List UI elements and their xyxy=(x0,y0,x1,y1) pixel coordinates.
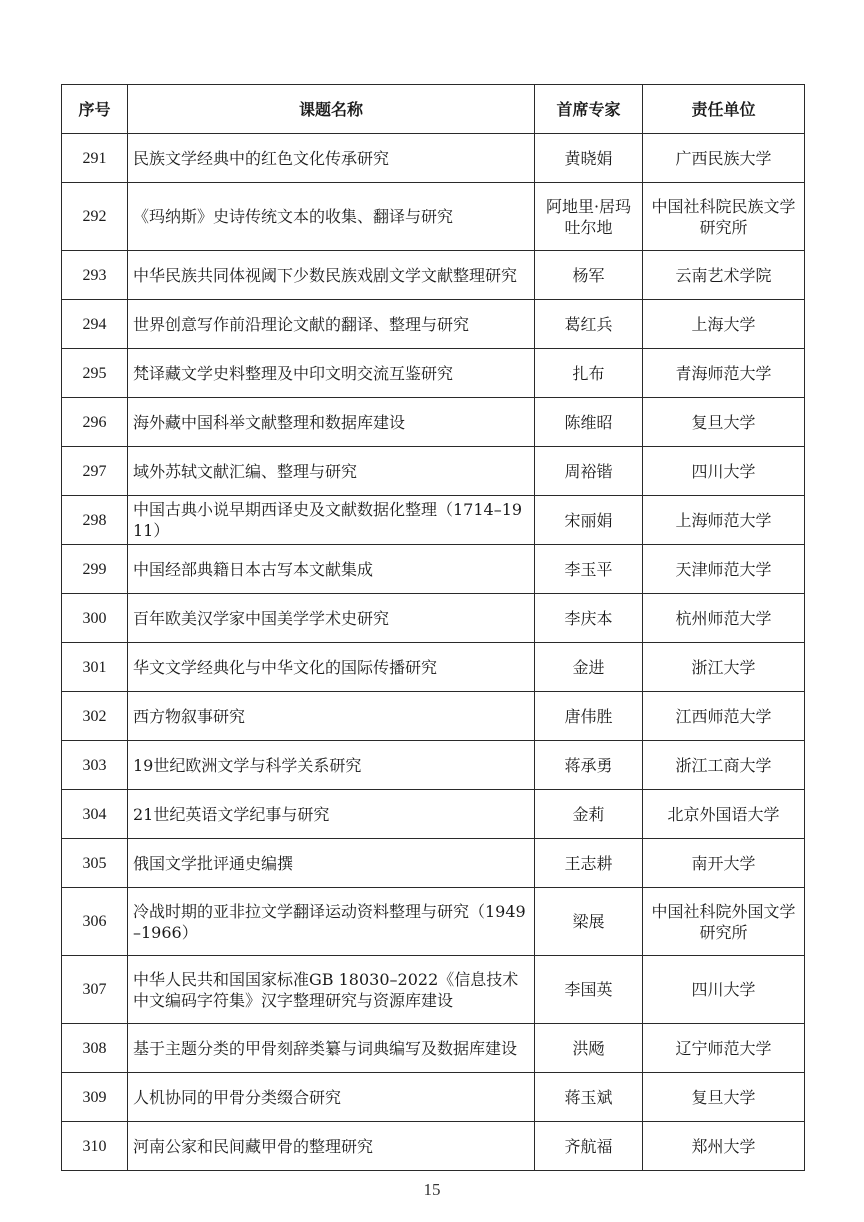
chief-expert-cell: 李玉平 xyxy=(535,545,643,594)
table-row xyxy=(62,741,805,790)
project-table xyxy=(61,84,805,1171)
table-row xyxy=(62,594,805,643)
chief-expert-cell: 齐航福 xyxy=(535,1122,643,1171)
table-row xyxy=(62,888,805,956)
chief-expert-cell: 李国英 xyxy=(535,956,643,1024)
project-title-cell: 中国古典小说早期西译史及文献数据化整理（1714–1911） xyxy=(128,496,535,545)
project-title-cell: 俄国文学批评通史编撰 xyxy=(128,839,535,888)
chief-expert-cell: 蒋玉斌 xyxy=(535,1073,643,1122)
table-header xyxy=(62,85,805,134)
serial-number-cell: 301 xyxy=(62,643,128,692)
responsible-unit-cell: 复旦大学 xyxy=(643,1073,805,1122)
chief-expert-cell: 梁展 xyxy=(535,888,643,956)
serial-number-cell: 309 xyxy=(62,1073,128,1122)
table-row xyxy=(62,839,805,888)
project-title-cell: 华文文学经典化与中华文化的国际传播研究 xyxy=(128,643,535,692)
serial-number-cell: 302 xyxy=(62,692,128,741)
chief-expert-cell: 杨军 xyxy=(535,251,643,300)
project-title-cell: 《玛纳斯》史诗传统文本的收集、翻译与研究 xyxy=(128,183,535,251)
serial-number-cell: 300 xyxy=(62,594,128,643)
responsible-unit-cell: 青海师范大学 xyxy=(643,349,805,398)
responsible-unit-cell: 浙江工商大学 xyxy=(643,741,805,790)
project-title-cell: 中华民族共同体视阈下少数民族戏剧文学文献整理研究 xyxy=(128,251,535,300)
header-row xyxy=(62,85,805,134)
chief-expert-cell: 蒋承勇 xyxy=(535,741,643,790)
chief-expert-cell: 金进 xyxy=(535,643,643,692)
serial-number-cell: 306 xyxy=(62,888,128,956)
project-title-cell: 19世纪欧洲文学与科学关系研究 xyxy=(128,741,535,790)
chief-expert-cell: 唐伟胜 xyxy=(535,692,643,741)
table-row xyxy=(62,447,805,496)
chief-expert-cell: 金莉 xyxy=(535,790,643,839)
chief-expert-cell: 洪飏 xyxy=(535,1024,643,1073)
project-title-cell: 中华人民共和国国家标准GB 18030–2022《信息技术中文编码字符集》汉字整理研究与资源库建设 xyxy=(128,956,535,1024)
project-title-cell: 西方物叙事研究 xyxy=(128,692,535,741)
responsible-unit-cell: 郑州大学 xyxy=(643,1122,805,1171)
responsible-unit-cell: 天津师范大学 xyxy=(643,545,805,594)
serial-number-cell: 304 xyxy=(62,790,128,839)
chief-expert-cell: 扎布 xyxy=(535,349,643,398)
table-body xyxy=(62,134,805,1171)
header-chief-expert: 首席专家 xyxy=(535,85,643,134)
project-title-cell: 百年欧美汉学家中国美学学术史研究 xyxy=(128,594,535,643)
serial-number-cell: 296 xyxy=(62,398,128,447)
table-row xyxy=(62,1073,805,1122)
table-row xyxy=(62,349,805,398)
header-serial-number: 序号 xyxy=(62,85,128,134)
serial-number-cell: 299 xyxy=(62,545,128,594)
responsible-unit-cell: 广西民族大学 xyxy=(643,134,805,183)
table-row xyxy=(62,183,805,251)
chief-expert-cell: 陈维昭 xyxy=(535,398,643,447)
header-project-title: 课题名称 xyxy=(128,85,535,134)
project-title-cell: 梵译藏文学史料整理及中印文明交流互鉴研究 xyxy=(128,349,535,398)
table-row xyxy=(62,134,805,183)
table-row xyxy=(62,251,805,300)
project-title-cell: 冷战时期的亚非拉文学翻译运动资料整理与研究（1949–1966） xyxy=(128,888,535,956)
chief-expert-cell: 周裕锴 xyxy=(535,447,643,496)
responsible-unit-cell: 四川大学 xyxy=(643,956,805,1024)
serial-number-cell: 308 xyxy=(62,1024,128,1073)
serial-number-cell: 307 xyxy=(62,956,128,1024)
serial-number-cell: 297 xyxy=(62,447,128,496)
header-responsible-unit: 责任单位 xyxy=(643,85,805,134)
project-title-cell: 中国经部典籍日本古写本文献集成 xyxy=(128,545,535,594)
table-row xyxy=(62,1024,805,1073)
chief-expert-cell: 王志耕 xyxy=(535,839,643,888)
responsible-unit-cell: 江西师范大学 xyxy=(643,692,805,741)
table-row xyxy=(62,398,805,447)
chief-expert-cell: 宋丽娟 xyxy=(535,496,643,545)
responsible-unit-cell: 杭州师范大学 xyxy=(643,594,805,643)
responsible-unit-cell: 北京外国语大学 xyxy=(643,790,805,839)
project-title-cell: 民族文学经典中的红色文化传承研究 xyxy=(128,134,535,183)
serial-number-cell: 298 xyxy=(62,496,128,545)
responsible-unit-cell: 辽宁师范大学 xyxy=(643,1024,805,1073)
responsible-unit-cell: 浙江大学 xyxy=(643,643,805,692)
chief-expert-cell: 黄晓娟 xyxy=(535,134,643,183)
serial-number-cell: 303 xyxy=(62,741,128,790)
project-title-cell: 域外苏轼文献汇编、整理与研究 xyxy=(128,447,535,496)
serial-number-cell: 293 xyxy=(62,251,128,300)
serial-number-cell: 291 xyxy=(62,134,128,183)
project-title-cell: 河南公家和民间藏甲骨的整理研究 xyxy=(128,1122,535,1171)
chief-expert-cell: 李庆本 xyxy=(535,594,643,643)
table-row xyxy=(62,300,805,349)
project-title-cell: 海外藏中国科举文献整理和数据库建设 xyxy=(128,398,535,447)
table-row xyxy=(62,692,805,741)
responsible-unit-cell: 云南艺术学院 xyxy=(643,251,805,300)
serial-number-cell: 310 xyxy=(62,1122,128,1171)
responsible-unit-cell: 中国社科院外国文学研究所 xyxy=(643,888,805,956)
responsible-unit-cell: 南开大学 xyxy=(643,839,805,888)
table-row xyxy=(62,790,805,839)
project-title-cell: 世界创意写作前沿理论文献的翻译、整理与研究 xyxy=(128,300,535,349)
table-row xyxy=(62,545,805,594)
responsible-unit-cell: 上海师范大学 xyxy=(643,496,805,545)
project-title-cell: 基于主题分类的甲骨刻辞类纂与词典编写及数据库建设 xyxy=(128,1024,535,1073)
table-row xyxy=(62,496,805,545)
serial-number-cell: 292 xyxy=(62,183,128,251)
responsible-unit-cell: 四川大学 xyxy=(643,447,805,496)
responsible-unit-cell: 上海大学 xyxy=(643,300,805,349)
serial-number-cell: 305 xyxy=(62,839,128,888)
project-title-cell: 人机协同的甲骨分类缀合研究 xyxy=(128,1073,535,1122)
chief-expert-cell: 葛红兵 xyxy=(535,300,643,349)
serial-number-cell: 294 xyxy=(62,300,128,349)
table-row xyxy=(62,1122,805,1171)
project-title-cell: 21世纪英语文学纪事与研究 xyxy=(128,790,535,839)
serial-number-cell: 295 xyxy=(62,349,128,398)
table-row xyxy=(62,643,805,692)
page-number: 15 xyxy=(423,1180,441,1199)
table-row xyxy=(62,956,805,1024)
responsible-unit-cell: 中国社科院民族文学研究所 xyxy=(643,183,805,251)
chief-expert-cell: 阿地里·居玛吐尔地 xyxy=(535,183,643,251)
responsible-unit-cell: 复旦大学 xyxy=(643,398,805,447)
